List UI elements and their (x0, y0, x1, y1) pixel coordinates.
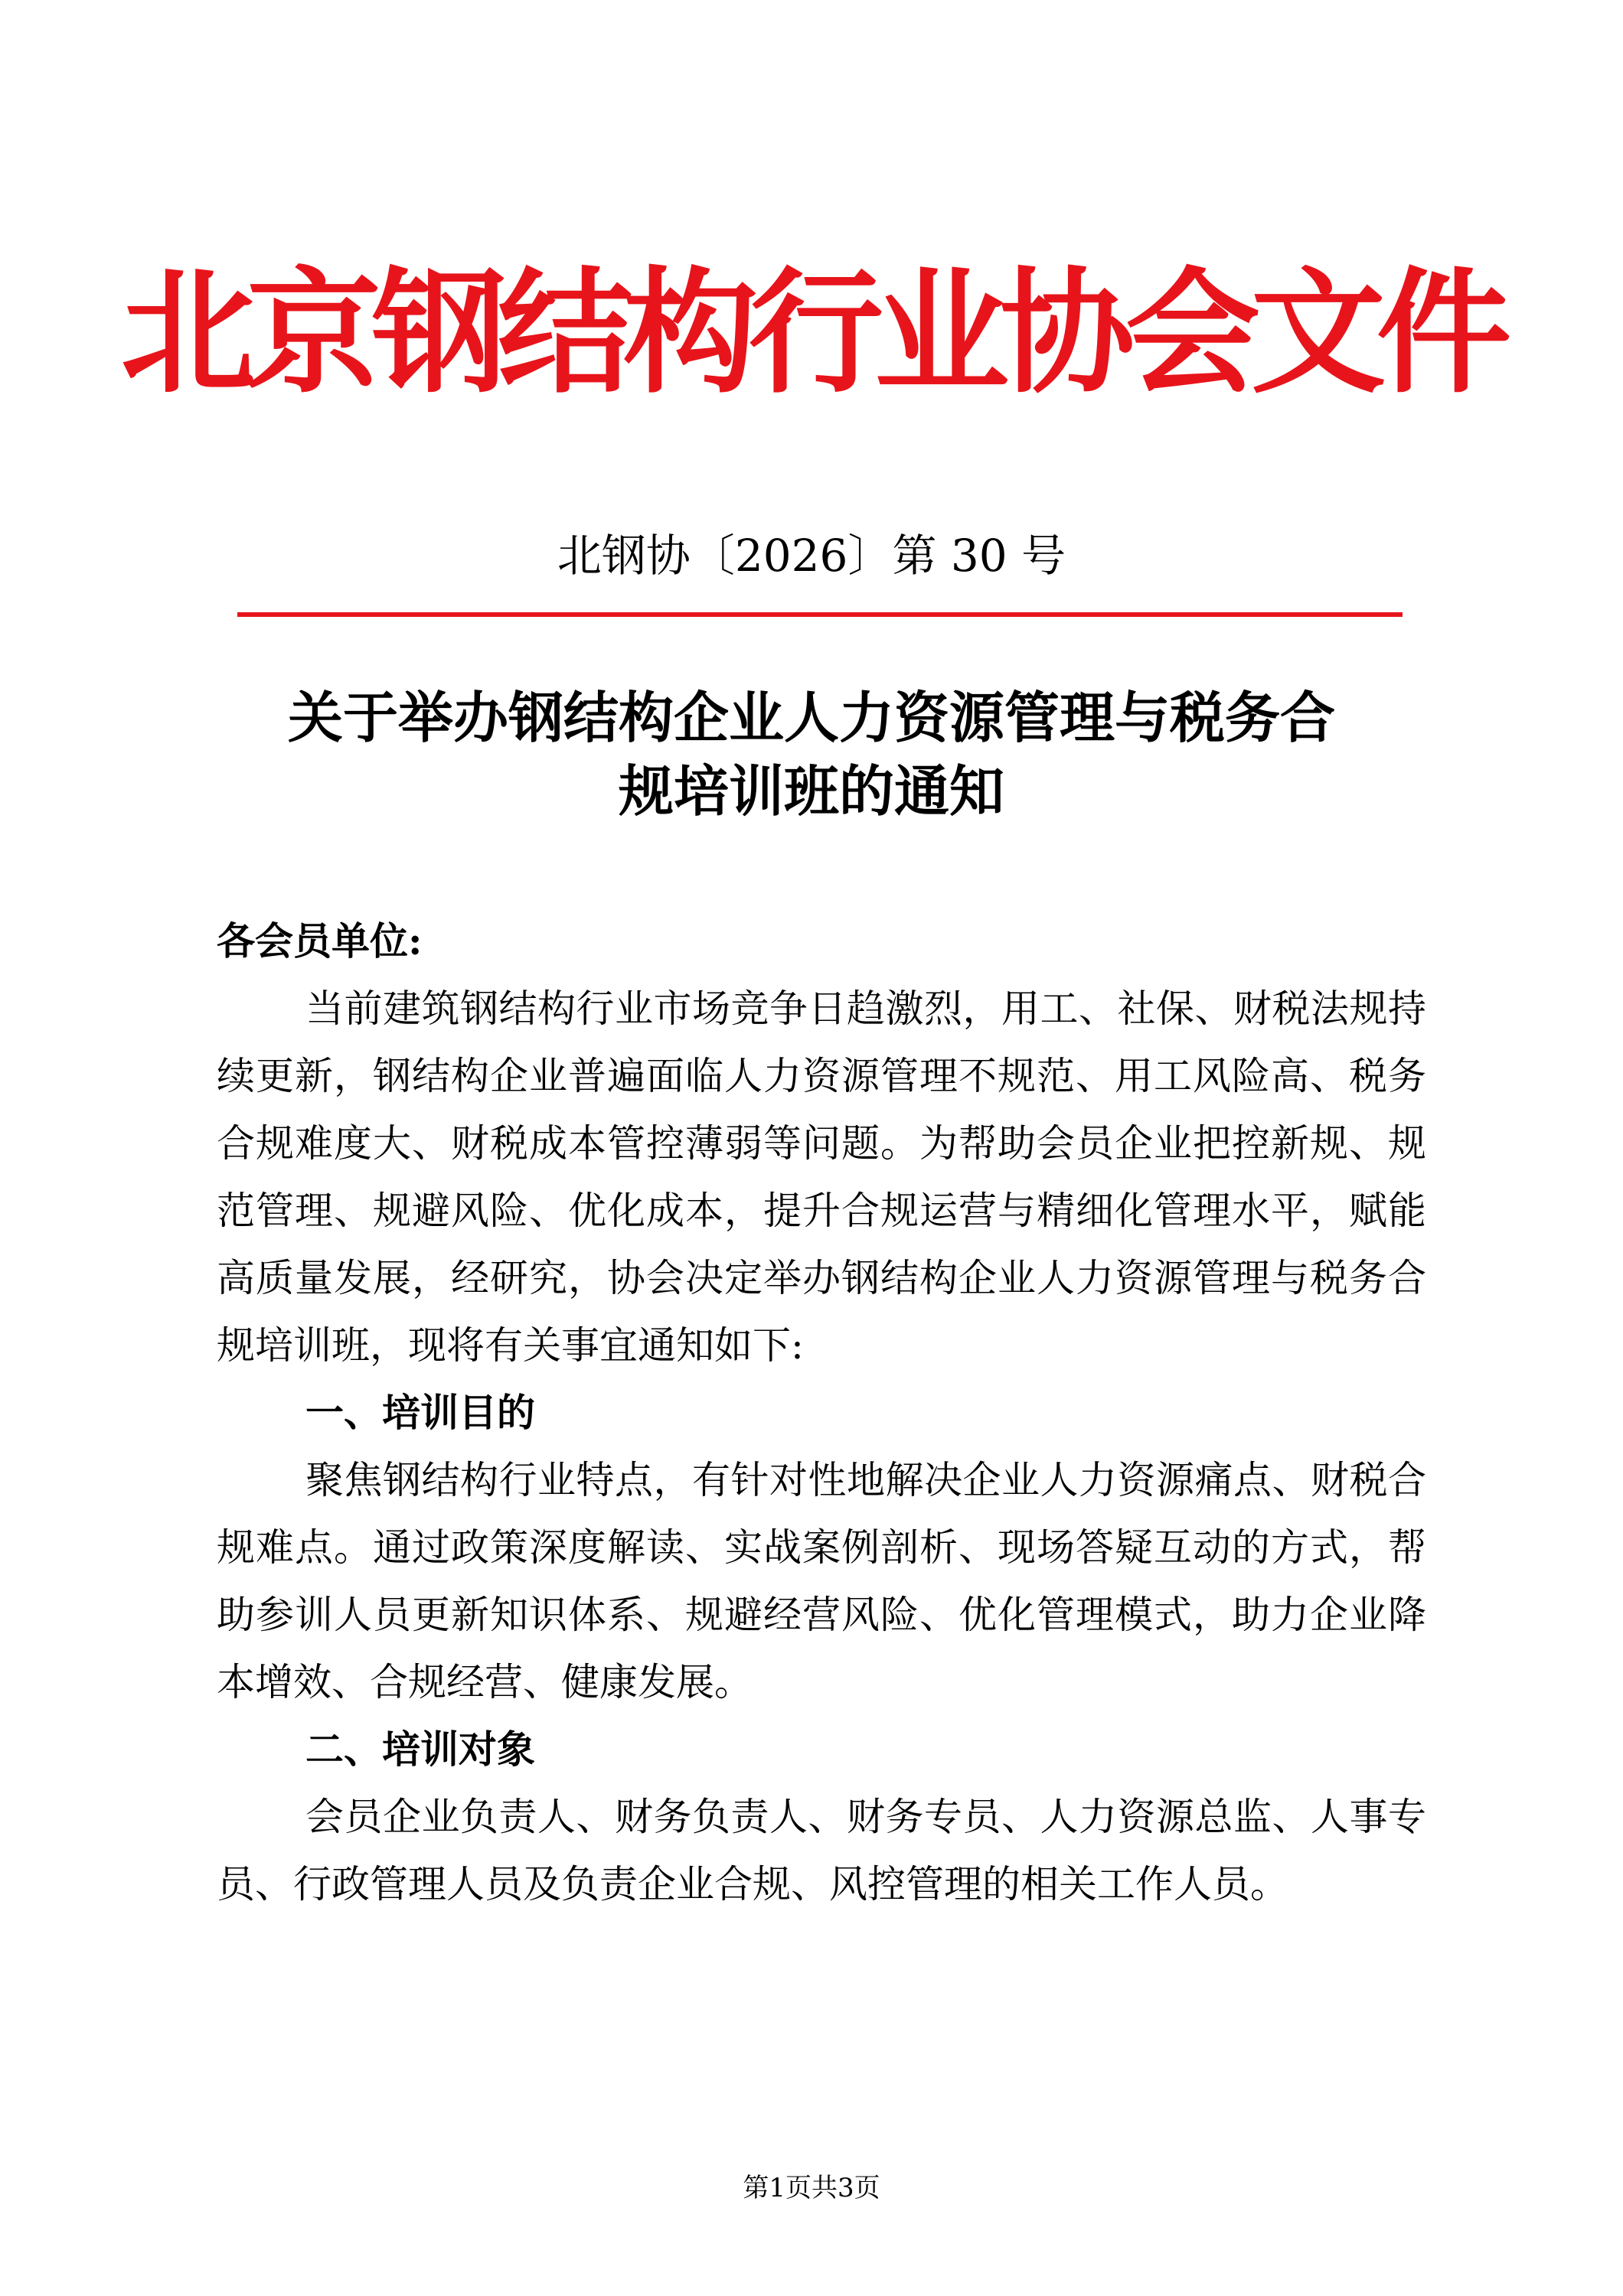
page-number: 第1页共3页 (743, 2173, 880, 2203)
notice-title-line-1: 关于举办钢结构企业人力资源管理与税务合 (287, 685, 1335, 750)
salutation: 各会员单位: (217, 918, 423, 964)
notice-body (217, 908, 1426, 1918)
notice-title-line-2: 规培训班的通知 (618, 758, 1004, 823)
section-audience-paragraph: 会员企业负责人、财务负责人、财务专员、人力资源总监、人事专员、行政管理人员及负责企业合规、风控管理的相关工作人员。 (217, 1795, 1426, 1906)
section-heading-purpose: 一、培训目的 (305, 1390, 535, 1435)
document-number: 北钢协〔2026〕第 30 号 (557, 530, 1066, 582)
masthead-title: 北京钢结构行业协会文件 (120, 253, 1502, 412)
notice-title (191, 681, 1432, 828)
intro-paragraph: 当前建筑钢结构行业市场竞争日趋激烈，用工、社保、财税法规持续更新，钢结构企业普遍面临人力资源管理不规范、用工风险高、税务合规难度大、财税成本管控薄弱等问题。为帮助会员企业把控新规、规范管理、规避风险、优化成本，提升合规运营与精细化管理水平，赋能高质量发展，经研究，协会决定举办钢结构企业人力资源管理与税务合规培训班，现将有关事宜通知如下: (217, 987, 1426, 1368)
section-purpose-paragraph: 聚焦钢结构行业特点，有针对性地解决企业人力资源痛点、财税合规难点。通过政策深度解读、实战案例剖析、现场答疑互动的方式，帮助参训人员更新知识体系、规避经营风险、优化管理模式，助力企业降本增效、合规经营、健康发展。 (217, 1458, 1426, 1704)
red-divider (237, 612, 1403, 617)
section-heading-audience: 二、培训对象 (305, 1727, 535, 1772)
